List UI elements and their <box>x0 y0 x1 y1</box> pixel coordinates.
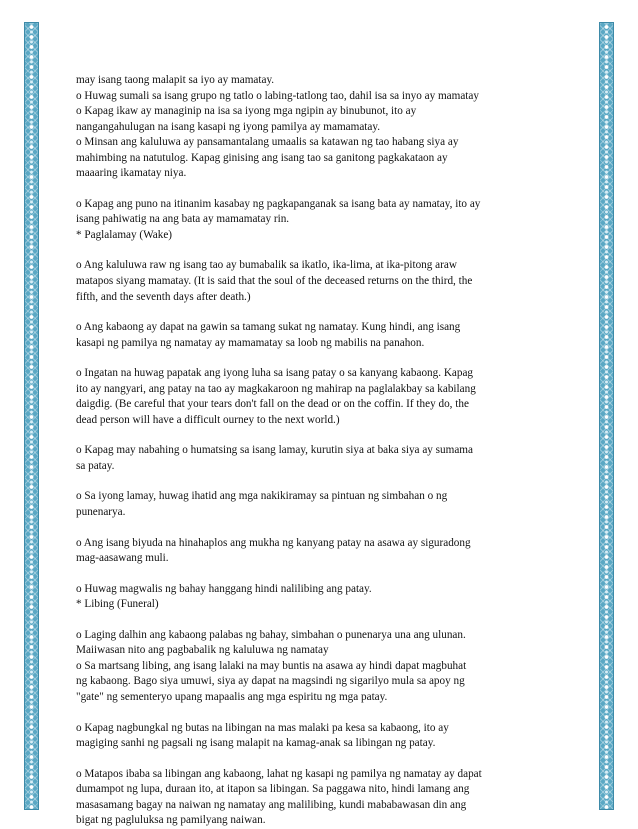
text-line: bigat ng pagluluksa ng pamilyang naiwan. <box>76 814 266 827</box>
paragraph-gap <box>76 706 506 721</box>
text-line: o Huwag sumali sa isang grupo ng tatlo o labing-tatlong tao, dahil isa sa inyo ay mamatay <box>76 89 479 102</box>
text-line: fifth, and the seventh days after death.) <box>76 290 251 303</box>
text-line: * Paglalamay (Wake) <box>76 228 173 241</box>
left-decorative-border <box>24 22 39 810</box>
paragraph-gap <box>76 474 506 489</box>
paragraph-gap <box>76 428 506 443</box>
paragraph <box>76 258 506 305</box>
paragraph <box>76 443 506 474</box>
paragraph <box>76 721 506 752</box>
text-line: o Kapag may nabahing o humatsing sa isang lamay, kurutin siya at baka siya ay sumama <box>76 444 473 457</box>
text-line: o Sa martsang libing, ang isang lalaki na may buntis na asawa ay hindi dapat magbuhat <box>76 659 467 672</box>
text-line: o Kapag ikaw ay managinip na isa sa iyong mga ngipin ay binubunot, ito ay <box>76 105 417 118</box>
paragraph-gap <box>76 305 506 320</box>
text-line: o Kapag nagbungkal ng butas na libingan na mas malaki pa kesa sa kabaong, ito ay <box>76 721 449 734</box>
text-line: ng kabaong. Bago siya umuwi, siya ay dapat na magsindi ng sigarilyo mula sa apoy ng <box>76 675 465 688</box>
text-line: nangangahulugan na isang kasapi ng iyong pamilya ay mamamatay. <box>76 120 381 133</box>
paragraph <box>76 582 506 613</box>
text-line: daigdig. (Be careful that your tears don't fall on the dead or on the coffin. If they do, the <box>76 398 469 411</box>
text-line: o Kapag ang puno na itinanim kasabay ng pagkapanganak sa isang bata ay namatay, ito ay <box>76 197 481 210</box>
paragraph <box>76 73 506 182</box>
text-line: mag-aasawang muli. <box>76 552 169 565</box>
text-line: o Ang kabaong ay dapat na gawin sa tamang sukat ng namatay. Kung hindi, ang isang <box>76 321 461 334</box>
text-line: kasapi ng pamilya ng namatay ay mamamatay sa loob ng mabilis na panahon. <box>76 336 425 349</box>
paragraph <box>76 197 506 244</box>
text-line: o Matapos ibaba sa libingan ang kabaong, lahat ng kasapi ng pamilya ng namatay ay dapat <box>76 767 482 780</box>
paragraph <box>76 489 506 520</box>
text-line: o Sa iyong lamay, huwag ihatid ang mga nakikiramay sa pintuan ng simbahan o ng <box>76 490 448 503</box>
paragraph-gap <box>76 567 506 582</box>
text-line: o Ang kaluluwa raw ng isang tao ay bumabalik sa ikatlo, ika-lima, at ika-pitong araw <box>76 259 457 272</box>
right-decorative-border <box>599 22 614 810</box>
text-line: maaaring ikamatay niya. <box>76 167 187 180</box>
text-line: dumampot ng lupa, duraan ito, at itapon sa libingan. Sa paggawa nito, hindi lamang ang <box>76 783 470 796</box>
text-line: dead person will have a difficult ourney to the next world.) <box>76 413 340 426</box>
text-line: isang pahiwatig na ang bata ay mamamatay rin. <box>76 213 290 226</box>
text-line: * Libing (Funeral) <box>76 598 159 611</box>
text-line: punenarya. <box>76 506 126 519</box>
text-line: masasamang bagay na naiwan ng namatay ang malilibing, kundi mababawasan din ang <box>76 798 467 811</box>
paragraph-gap <box>76 521 506 536</box>
paragraph-gap <box>76 613 506 628</box>
paragraph <box>76 536 506 567</box>
text-line: o Ingatan na huwag papatak ang iyong luha sa isang patay o sa kanyang kabaong. Kapag <box>76 367 474 380</box>
text-line: o Ang isang biyuda na hinahaplos ang mukha ng kanyang patay na asawa ay siguradong <box>76 536 471 549</box>
paragraph <box>76 628 506 706</box>
text-line: o Laging dalhin ang kabaong palabas ng bahay, simbahan o punenarya una ang ulunan. <box>76 628 466 641</box>
paragraph-gap <box>76 351 506 366</box>
text-line: matapos siyang mamatay. (It is said that the soul of the deceased returns on the third, the <box>76 275 473 288</box>
text-line: o Minsan ang kaluluwa ay pansamantalang umaalis sa katawan ng tao habang siya ay <box>76 136 459 149</box>
text-line: "gate" ng sementeryo upang mapaalis ang mga espiritu ng mga patay. <box>76 690 388 703</box>
text-line: sa patay. <box>76 459 115 472</box>
paragraph <box>76 767 506 829</box>
paragraph <box>76 320 506 351</box>
paragraph-gap <box>76 243 506 258</box>
paragraph-gap <box>76 752 506 767</box>
text-line: may isang taong malapit sa iyo ay mamatay. <box>76 74 275 86</box>
paragraph-gap <box>76 182 506 197</box>
text-line: mahimbing na natutulog. Kapag ginising ang isang tao sa ganitong pagkakataon ay <box>76 151 448 164</box>
document-body <box>76 73 506 829</box>
text-line: magiging sanhi ng pagsali ng isang malapit na kamag-anak sa libingan ng patay. <box>76 737 436 750</box>
paragraph <box>76 366 506 428</box>
text-line: o Huwag magwalis ng bahay hanggang hindi nalilibing ang patay. <box>76 582 372 595</box>
text-line: ito ay nangyari, ang patay na tao ay magkakaroon ng mahirap na paglalakbay sa kabilang <box>76 382 476 395</box>
text-line: Maiiwasan nito ang pagbabalik ng kaluluwa ng namatay <box>76 644 329 657</box>
